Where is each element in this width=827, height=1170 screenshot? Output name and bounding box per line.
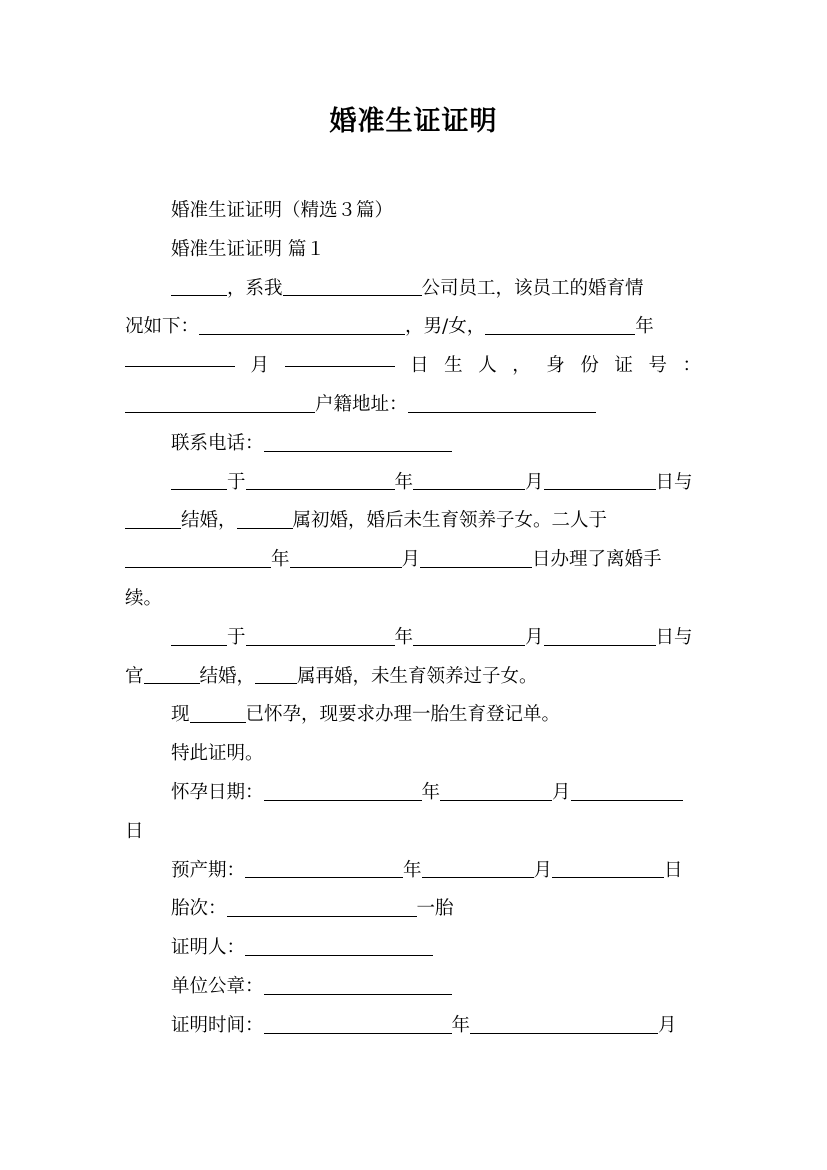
para3-line2 xyxy=(125,658,701,697)
blank-field xyxy=(285,347,395,367)
blank-field xyxy=(125,510,181,530)
phone-line xyxy=(125,425,701,464)
seal-line xyxy=(125,968,701,1007)
text-segment: 日与 xyxy=(655,471,693,493)
pregnancy-date-label: 怀孕日期： xyxy=(171,781,264,803)
blank-field xyxy=(245,859,403,879)
para1-line4 xyxy=(125,386,701,425)
blank-field xyxy=(246,626,395,646)
text-segment: 日 xyxy=(664,859,683,881)
blank-field xyxy=(413,471,525,491)
text-segment: ， xyxy=(512,355,531,377)
blank-field xyxy=(171,626,227,646)
text-segment: 号 xyxy=(648,355,667,377)
text-segment: 日 xyxy=(410,355,429,377)
blank-field xyxy=(245,936,433,956)
blank-field xyxy=(125,347,235,367)
cert-time-label: 证明时间： xyxy=(171,1014,264,1036)
blank-field xyxy=(470,1014,658,1034)
text-segment: 年 xyxy=(635,316,654,338)
text-segment: 份 xyxy=(580,355,599,377)
blank-field xyxy=(227,898,417,918)
text-segment: 月 xyxy=(401,549,421,571)
text-segment: 公司员工，该员工的婚育情 xyxy=(421,277,644,299)
seal-label: 单位公章： xyxy=(171,975,264,997)
blank-field xyxy=(144,665,200,685)
birth-order-line xyxy=(125,890,701,929)
text-segment: ，系我 xyxy=(227,277,283,299)
text-segment: 月 xyxy=(525,626,544,648)
blank-field xyxy=(264,432,452,452)
text-segment: 身 xyxy=(546,355,565,377)
text-segment: 日办理了离婚手 xyxy=(532,549,662,571)
document-body xyxy=(125,192,701,1046)
text-segment: 月 xyxy=(658,1014,677,1036)
blank-field xyxy=(552,859,664,879)
subtitle: 婚准生证证明（精选３篇） xyxy=(171,200,394,221)
pregnant-line xyxy=(125,696,701,735)
certifier-label: 证明人： xyxy=(171,937,246,959)
text-segment: 月 xyxy=(533,859,553,881)
blank-field xyxy=(485,316,635,336)
due-date-label: 预产期： xyxy=(171,859,246,881)
text-segment: 已怀孕，现要求办理一胎生育登记单。 xyxy=(245,704,561,726)
text-segment: 年 xyxy=(394,471,414,493)
text-segment: 日与 xyxy=(655,626,693,648)
blank-field xyxy=(125,393,315,413)
blank-field xyxy=(544,626,656,646)
blank-field xyxy=(171,277,227,297)
certify-line: 特此证明。 xyxy=(171,743,264,765)
text-segment: 年 xyxy=(403,859,422,881)
text-segment: 年 xyxy=(451,1014,471,1036)
text-segment: 证 xyxy=(614,355,633,377)
text-segment: 属初婚，婚后未生育领养子女。二人于 xyxy=(292,510,608,532)
text-segment: 结婚， xyxy=(181,510,237,532)
text-segment: 于 xyxy=(227,626,246,648)
text-segment: 年 xyxy=(271,549,290,571)
text-segment: 月 xyxy=(250,355,270,377)
blank-field xyxy=(246,471,395,491)
blank-field xyxy=(190,704,246,724)
text-segment: 结婚， xyxy=(199,665,256,687)
phone-label: 联系电话： xyxy=(171,432,264,454)
blank-field xyxy=(290,548,402,568)
text-segment: 生 xyxy=(444,355,463,377)
blank-field xyxy=(571,781,683,801)
para2-line4: 续。 xyxy=(125,587,163,609)
para1-line3 xyxy=(125,347,701,386)
text-segment: 年 xyxy=(394,626,414,648)
blank-field xyxy=(413,626,525,646)
para3-line1 xyxy=(125,619,701,658)
text-segment: 年 xyxy=(421,781,441,803)
text-segment: 况如下： xyxy=(125,316,200,338)
text-segment: ： xyxy=(682,355,701,377)
text-segment: 月 xyxy=(552,781,571,803)
paragraph-employee-info xyxy=(125,270,701,425)
blank-field xyxy=(422,859,534,879)
paragraph-first-marriage xyxy=(125,464,701,619)
text-segment: 属再婚，未生育领养过子女。 xyxy=(297,665,538,687)
paragraph-remarriage xyxy=(125,619,701,697)
para1-line1 xyxy=(125,270,701,309)
due-date-line xyxy=(125,852,701,891)
para1-line2 xyxy=(125,308,701,347)
blank-field xyxy=(544,471,656,491)
para2-line1 xyxy=(125,464,701,503)
text-segment: 户籍地址： xyxy=(315,393,408,415)
text-segment: 人 xyxy=(478,355,497,377)
certifier-line xyxy=(125,929,701,968)
text-segment: ，男/女， xyxy=(405,316,486,338)
blank-field xyxy=(199,316,405,336)
pregnancy-date-day: 日 xyxy=(125,820,144,842)
text-segment: 官 xyxy=(125,665,144,687)
blank-field xyxy=(264,975,452,995)
cert-time-line xyxy=(125,1007,701,1046)
blank-field xyxy=(171,471,227,491)
text-segment: 现 xyxy=(171,704,190,726)
pregnancy-date-line xyxy=(125,774,701,813)
blank-field xyxy=(408,393,596,413)
para2-line2 xyxy=(125,502,701,541)
para2-line3 xyxy=(125,541,701,580)
blank-field xyxy=(283,277,422,297)
text-segment: 于 xyxy=(227,471,246,493)
blank-field xyxy=(237,510,293,530)
blank-field xyxy=(264,781,422,801)
blank-field xyxy=(255,665,297,685)
text-segment: 月 xyxy=(525,471,544,493)
birth-order-label: 胎次： xyxy=(171,898,227,920)
blank-field xyxy=(440,781,552,801)
section-heading: 婚准生证证明 篇１ xyxy=(171,238,325,260)
page-title: 婚准生证证明 xyxy=(329,106,498,137)
text-segment: 一胎 xyxy=(416,898,454,920)
blank-field xyxy=(420,548,532,568)
blank-field xyxy=(125,548,271,568)
blank-field xyxy=(264,1014,452,1034)
